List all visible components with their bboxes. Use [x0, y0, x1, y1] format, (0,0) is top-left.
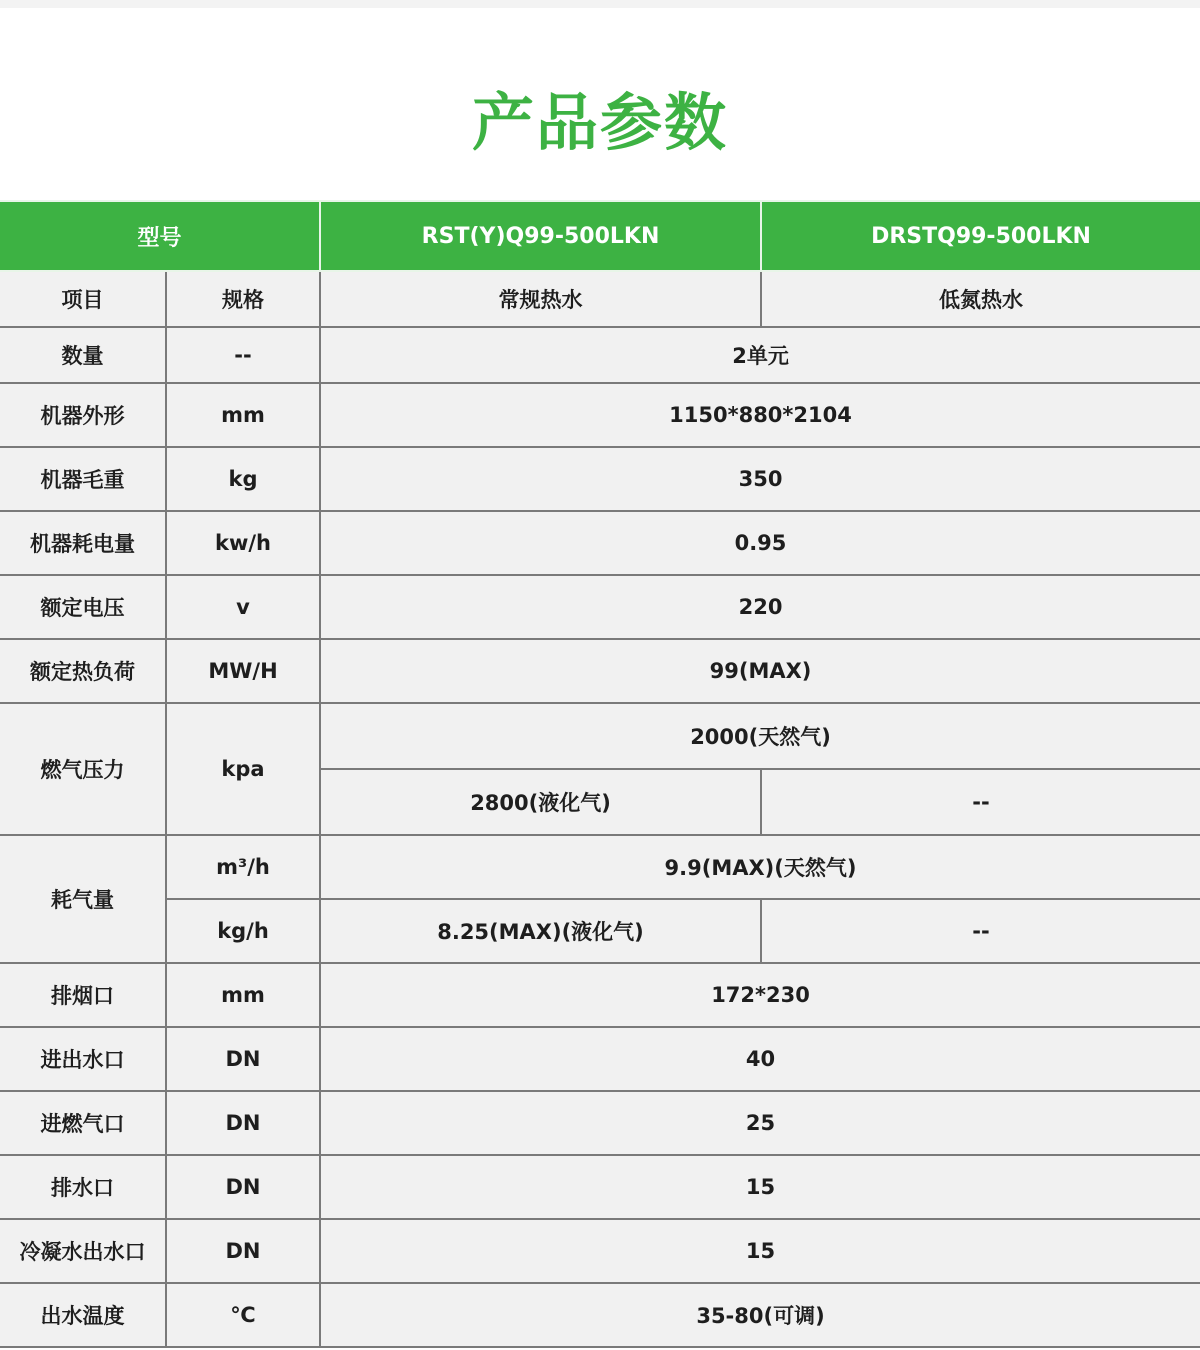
row-item: 冷凝水出水口 [0, 1219, 166, 1283]
row-item: 进燃气口 [0, 1091, 166, 1155]
table-row [0, 899, 1200, 963]
row-unit: mm [166, 383, 320, 447]
row-unit: DN [166, 1091, 320, 1155]
row-value-lpg-b: -- [761, 769, 1200, 835]
row-unit-natural-gas: m³/h [166, 835, 320, 899]
table-row [0, 639, 1200, 703]
table-row [0, 1027, 1200, 1091]
model-label-cell: 型号 [0, 201, 320, 271]
row-item: 机器毛重 [0, 447, 166, 511]
table-row [0, 1219, 1200, 1283]
row-item: 机器耗电量 [0, 511, 166, 575]
row-item: 排水口 [0, 1155, 166, 1219]
top-strip [0, 0, 1200, 8]
row-value-lpg-a: 2800(液化气) [320, 769, 761, 835]
row-item: 机器外形 [0, 383, 166, 447]
item-heading: 项目 [0, 271, 166, 327]
column-heading-row [0, 271, 1200, 327]
table-row [0, 703, 1200, 769]
row-item: 进出水口 [0, 1027, 166, 1091]
table-header-row [0, 201, 1200, 271]
row-unit: mm [166, 963, 320, 1027]
row-value: 220 [320, 575, 1200, 639]
row-value: 35-80(可调) [320, 1283, 1200, 1347]
row-item: 出水温度 [0, 1283, 166, 1347]
row-value-lpg-b: -- [761, 899, 1200, 963]
model-b-cell: DRSTQ99-500LKN [761, 201, 1200, 271]
row-unit: kpa [166, 703, 320, 835]
row-unit: MW/H [166, 639, 320, 703]
row-value: 15 [320, 1219, 1200, 1283]
row-value: 0.95 [320, 511, 1200, 575]
row-value: 350 [320, 447, 1200, 511]
table-row [0, 575, 1200, 639]
table-row [0, 447, 1200, 511]
table-row [0, 835, 1200, 899]
row-value: 2单元 [320, 327, 1200, 383]
row-unit: kg [166, 447, 320, 511]
row-value: 172*230 [320, 963, 1200, 1027]
row-item: 数量 [0, 327, 166, 383]
row-value: 1150*880*2104 [320, 383, 1200, 447]
row-value: 40 [320, 1027, 1200, 1091]
row-unit: ℃ [166, 1283, 320, 1347]
row-unit: -- [166, 327, 320, 383]
table-row [0, 511, 1200, 575]
row-item: 燃气压力 [0, 703, 166, 835]
table-row [0, 1283, 1200, 1347]
row-value-lpg-a: 8.25(MAX)(液化气) [320, 899, 761, 963]
row-item: 额定电压 [0, 575, 166, 639]
model-a-cell: RST(Y)Q99-500LKN [320, 201, 761, 271]
row-value: 15 [320, 1155, 1200, 1219]
row-unit: DN [166, 1219, 320, 1283]
table-row [0, 383, 1200, 447]
row-value: 99(MAX) [320, 639, 1200, 703]
row-value-natural-gas: 2000(天然气) [320, 703, 1200, 769]
row-value-natural-gas: 9.9(MAX)(天然气) [320, 835, 1200, 899]
table-row [0, 327, 1200, 383]
table-row [0, 963, 1200, 1027]
row-unit: DN [166, 1027, 320, 1091]
row-unit-lpg: kg/h [166, 899, 320, 963]
row-value: 25 [320, 1091, 1200, 1155]
type-a-heading: 常规热水 [320, 271, 761, 327]
row-unit: DN [166, 1155, 320, 1219]
row-item: 排烟口 [0, 963, 166, 1027]
spec-table [0, 200, 1200, 1348]
row-unit: kw/h [166, 511, 320, 575]
row-item: 耗气量 [0, 835, 166, 963]
row-unit: v [166, 575, 320, 639]
type-b-heading: 低氮热水 [761, 271, 1200, 327]
page-title: 产品参数 [471, 86, 728, 159]
row-item: 额定热负荷 [0, 639, 166, 703]
spec-heading: 规格 [166, 271, 320, 327]
table-row [0, 1091, 1200, 1155]
table-row [0, 1155, 1200, 1219]
